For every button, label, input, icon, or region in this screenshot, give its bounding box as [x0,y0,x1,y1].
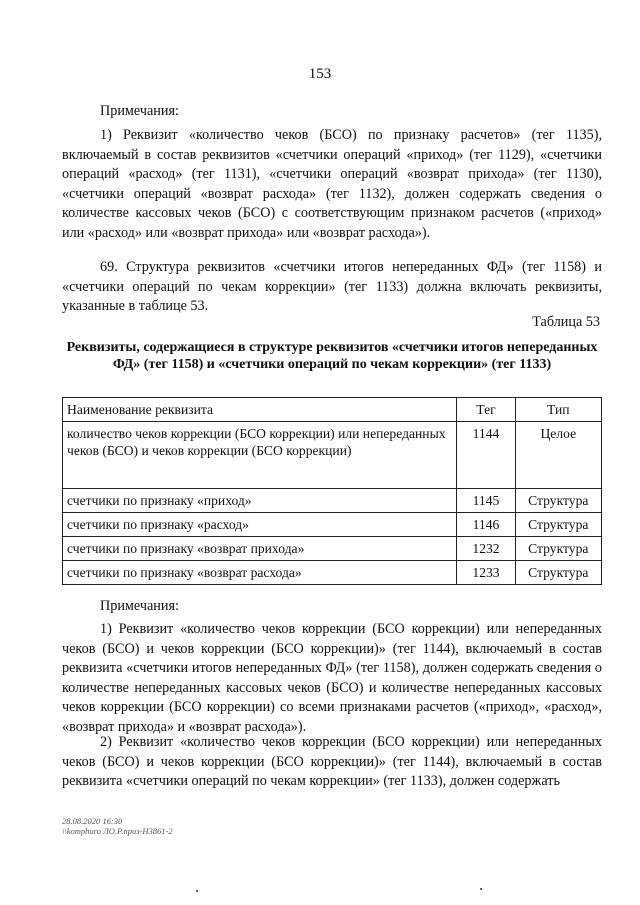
table-title: Реквизиты, содержащиеся в структуре реквизитов «счетчики итогов непереданных ФД» (тег 1158) и «счетчики операций по чекам коррекции» (тег 1133) [66,340,598,372]
row-name: количество чеков коррекции (БСО коррекции) или непереданных чеков (БСО) и чеков коррекции (БСО коррекции) [63,422,457,489]
row-tag: 1145 [457,489,515,513]
table-header-row [63,398,602,422]
scan-speck [480,888,482,890]
row-type: Структура [515,513,601,537]
note-1-paragraph: 1) Реквизит «количество чеков (БСО) по признаку расчетов» (тег 1135), включаемый в состав реквизитов «счетчики операций «приход» (тег 1129), «счетчики операций «расход» (тег 1131), «счетчики операций «возврат прихода» (тег 1130), «счетчики операций «возврат расхода» (тег 1132), должен содержать сведения о количестве кассовых чеков (БСО) с соответствующим признаком расчетов («приход» или «расход» или «возврат прихода» или «возврат расхода»). [62,127,602,241]
header-type: Тип [515,398,601,422]
row-name: счетчики по признаку «расход» [63,513,457,537]
paragraph-69: 69. Структура реквизитов «счетчики итогов непереданных ФД» (тег 1158) и «счетчики операций по чекам коррекции» (тег 1133) должна включать реквизиты, указанные в таблице 53. [62,259,602,314]
notes-heading: Примечания: [100,103,179,119]
row-tag: 1146 [457,513,515,537]
row-type: Структура [515,561,601,585]
table-row [63,537,602,561]
footer-filepath: \\komphuro ЛО.Р.приз-Н3861-2 [62,826,173,836]
page-number: 153 [308,66,332,82]
row-name: счетчики по признаку «возврат прихода» [63,537,457,561]
row-type: Целое [515,422,601,489]
row-type: Структура [515,489,601,513]
footer-timestamp: 28.08.2020 16:30 [62,816,123,826]
document-footer [62,816,173,836]
requisites-table [62,397,602,585]
table-row [63,489,602,513]
notes-heading-2: Примечания: [100,598,179,614]
row-tag: 1144 [457,422,515,489]
row-tag: 1233 [457,561,515,585]
table-label: Таблица 53 [532,314,600,330]
row-type: Структура [515,537,601,561]
row-name: счетчики по признаку «приход» [63,489,457,513]
row-name: счетчики по признаку «возврат расхода» [63,561,457,585]
table-row [63,422,602,489]
header-tag: Тег [457,398,515,422]
header-name: Наименование реквизита [63,398,457,422]
row-tag: 1232 [457,537,515,561]
note-2-1-paragraph: 1) Реквизит «количество чеков коррекции (БСО коррекции) или непереданных чеков (БСО) и чеков коррекции (БСО коррекции)» (тег 1144), включаемый в состав реквизита «счетчики итогов непереданных ФД» (тег 1158), должен содержать сведения о количестве непереданных кассовых чеков (БСО) и количестве непереданных кассовых чеков коррекции (БСО коррекции) со всеми признаками расчетов («приход», «расход», «возврат прихода» и «возврат расхода»). [62,621,602,735]
scan-speck [196,890,198,892]
note-2-2-paragraph: 2) Реквизит «количество чеков коррекции (БСО коррекции) или непереданных чеков (БСО) и чеков коррекции (БСО коррекции)» (тег 1144), включаемый в состав реквизита «счетчики операций по чекам коррекции» (тег 1133), должен содержать [62,734,602,789]
table-row [63,561,602,585]
table-row [63,513,602,537]
